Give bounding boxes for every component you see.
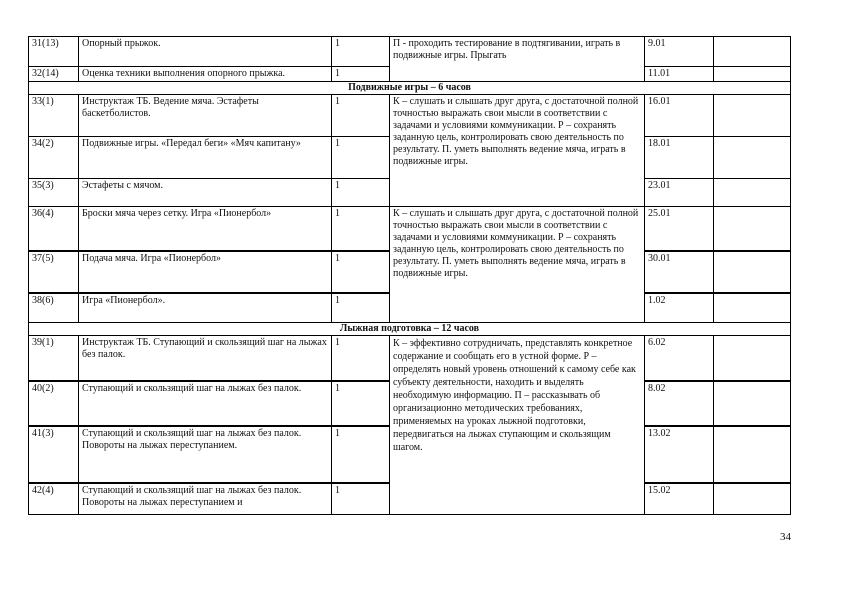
lesson-number: 33(1) [29, 95, 79, 137]
lesson-hours: 1 [332, 336, 390, 381]
lesson-hours: 1 [332, 137, 390, 179]
lesson-hours: 1 [332, 251, 390, 293]
lesson-date: 16.01 [645, 95, 714, 137]
lesson-hours: 1 [332, 483, 390, 515]
lesson-topic: Эстафеты с мячом. [79, 179, 332, 207]
lesson-number: 41(3) [29, 426, 79, 483]
lesson-date: 25.01 [645, 207, 714, 251]
lesson-topic: Подвижные игры. «Передал беги» «Мяч капитану» [79, 137, 332, 179]
lesson-number: 37(5) [29, 251, 79, 293]
lesson-topic: Опорный прыжок. [79, 37, 332, 67]
lesson-hours: 1 [332, 381, 390, 426]
notes-cell [714, 95, 791, 137]
lesson-date: 18.01 [645, 137, 714, 179]
lesson-date: 1.02 [645, 293, 714, 323]
lesson-date: 23.01 [645, 179, 714, 207]
lesson-date: 30.01 [645, 251, 714, 293]
notes-cell [714, 207, 791, 251]
lesson-topic: Ступающий и скользящий шаг на лыжах без палок. [79, 381, 332, 426]
lesson-date: 9.01 [645, 37, 714, 67]
table-row [29, 37, 791, 67]
lesson-topic: Подача мяча. Игра «Пионербол» [79, 251, 332, 293]
table-row [29, 336, 791, 381]
lesson-topic: Инструктаж ТБ. Ступающий и скользящий шаг на лыжах без палок. [79, 336, 332, 381]
lesson-hours: 1 [332, 95, 390, 137]
lesson-date: 8.02 [645, 381, 714, 426]
lesson-topic: Ступающий и скользящий шаг на лыжах без палок. Повороты на лыжах переступанием. [79, 426, 332, 483]
section-header-row [29, 323, 791, 336]
section-title: Лыжная подготовка – 12 часов [29, 323, 791, 336]
lesson-hours: 1 [332, 179, 390, 207]
lesson-hours: 1 [332, 37, 390, 67]
lesson-number: 38(6) [29, 293, 79, 323]
lesson-topic: Оценка техники выполнения опорного прыжка. [79, 67, 332, 82]
uud-description: К – эффективно сотрудничать, представлять конкретное содержание и сообщать его в устной форме. Р – определять новый уровень отношений к самому себе как субъекту деятельности, находить и выделять необходимую информацию. П – рассказывать об организационно методических требованиях, применяемых на уроках лыжной подготовки, передвигаться на лыжах ступающим и скользящим шагом. [390, 336, 645, 515]
lesson-date: 15.02 [645, 483, 714, 515]
table-row [29, 95, 791, 137]
lesson-hours: 1 [332, 207, 390, 251]
lesson-hours: 1 [332, 67, 390, 82]
lesson-date: 11.01 [645, 67, 714, 82]
lesson-topic: Инструктаж ТБ. Ведение мяча. Эстафеты баскетболистов. [79, 95, 332, 137]
lesson-hours: 1 [332, 293, 390, 323]
notes-cell [714, 37, 791, 67]
lesson-number: 42(4) [29, 483, 79, 515]
lesson-number: 31(13) [29, 37, 79, 67]
lesson-topic: Ступающий и скользящий шаг на лыжах без палок. Повороты на лыжах переступанием и [79, 483, 332, 515]
lesson-topic: Броски мяча через сетку. Игра «Пионербол» [79, 207, 332, 251]
lesson-number: 32(14) [29, 67, 79, 82]
notes-cell [714, 426, 791, 483]
notes-cell [714, 251, 791, 293]
lesson-topic: Игра «Пионербол». [79, 293, 332, 323]
notes-cell [714, 137, 791, 179]
lesson-plan-table [28, 36, 791, 515]
page-number: 34 [780, 531, 791, 543]
notes-cell [714, 293, 791, 323]
uud-description: К – слушать и слышать друг друга, с достаточной полной точностью выражать свои мысли в соответствии с задачами и условиями коммуникации. Р – сохранять заданную цель, контролировать свою деятельность по результату. П. уметь выполнять ведение мяча, играть в подвижные игры. [390, 207, 645, 323]
notes-cell [714, 483, 791, 515]
lesson-hours: 1 [332, 426, 390, 483]
table-row [29, 207, 791, 251]
lesson-number: 39(1) [29, 336, 79, 381]
section-header-row [29, 82, 791, 95]
section-title: Подвижные игры – 6 часов [29, 82, 791, 95]
lesson-date: 6.02 [645, 336, 714, 381]
uud-description: К – слушать и слышать друг друга, с достаточной полной точностью выражать свои мысли в соответствии с задачами и условиями коммуникации. Р – сохранять заданную цель, контролировать свою деятельность по результату. П. уметь выполнять ведение мяча, играть в подвижные игры. [390, 95, 645, 207]
notes-cell [714, 336, 791, 381]
lesson-number: 34(2) [29, 137, 79, 179]
lesson-number: 35(3) [29, 179, 79, 207]
notes-cell [714, 381, 791, 426]
lesson-date: 13.02 [645, 426, 714, 483]
lesson-number: 36(4) [29, 207, 79, 251]
uud-description: П - проходить тестирование в подтягивании, играть в подвижные игры. Прыгать [390, 37, 645, 82]
notes-cell [714, 179, 791, 207]
lesson-number: 40(2) [29, 381, 79, 426]
notes-cell [714, 67, 791, 82]
